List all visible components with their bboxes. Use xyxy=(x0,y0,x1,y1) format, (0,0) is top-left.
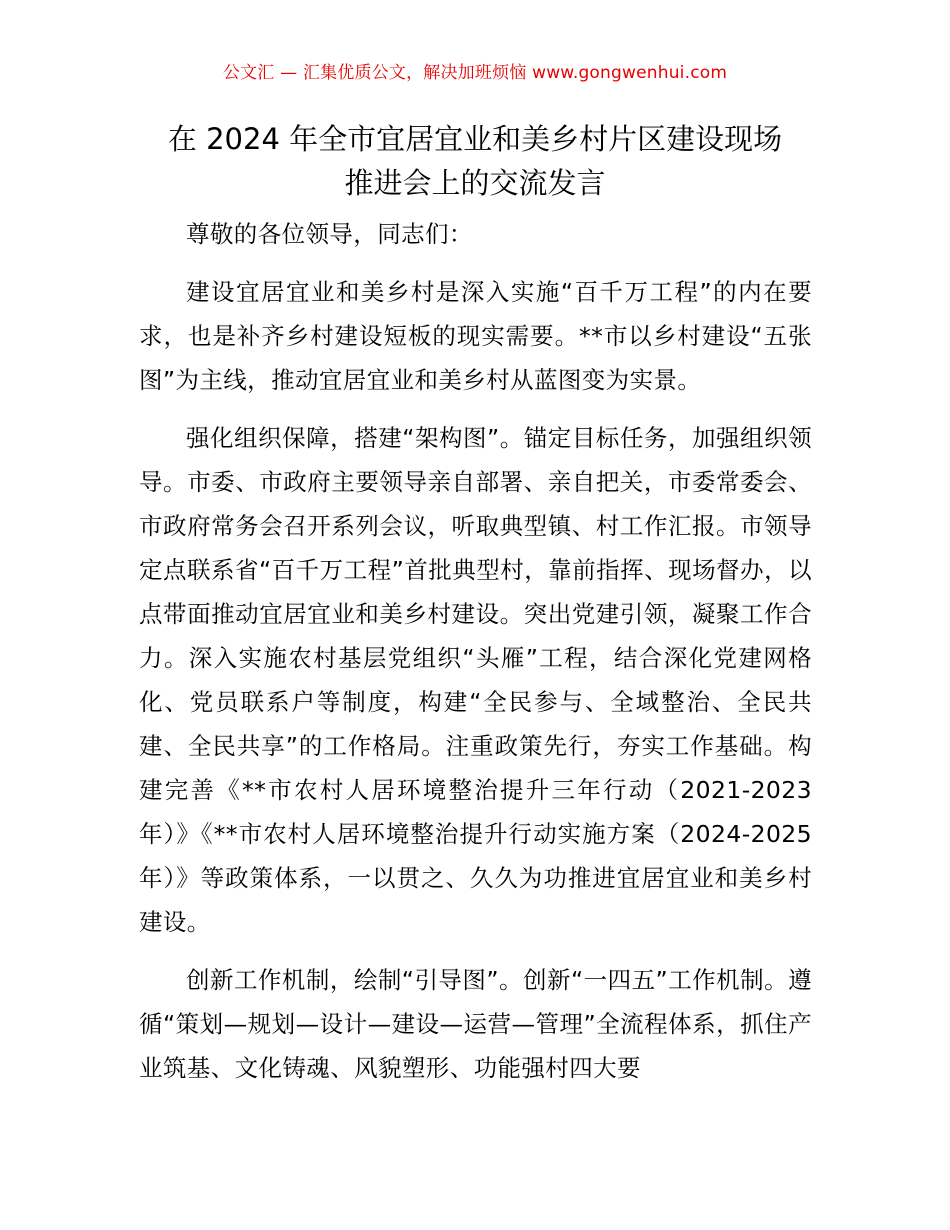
paragraph-organization: 强化组织保障，搭建“架构图”。锚定目标任务，加强组织领导。市委、市政府主要领导亲自部署、亲自把关，市委常委会、市政府常务会召开系列会议，听取典型镇、村工作汇报。市领导定点联系省“百千万工程”首批典型村，靠前指挥、现场督办，以点带面推动宜居宜业和美乡村建设。突出党建引领，凝聚工作合力。深入实施农村基层党组织“头雁”工程，结合深化党建网格化、党员联系户等制度，构建“全民参与、全域整治、全民共建、全民共享”的工作格局。注重政策先行，夯实工作基础。构建完善《**市农村人居环境整治提升三年行动（2021-2023 年）》《**市农村人居环境整治提升行动实施方案（2024-2025 年）》等政策体系，一以贯之、久久为功推进宜居宜业和美乡村建设。 xyxy=(139,424,812,936)
document-title xyxy=(95,117,855,205)
paragraph-intro: 建设宜居宜业和美乡村是深入实施“百千万工程”的内在要求，也是补齐乡村建设短板的现实需要。**市以乡村建设“五张图”为主线，推动宜居宜业和美乡村从蓝图变为实景。 xyxy=(139,278,812,394)
paragraph-mechanism: 创新工作机制，绘制“引导图”。创新“一四五”工作机制。遵循“策划—规划—设计—建设—运营—管理”全流程体系，抓住产业筑基、文化铸魂、风貌塑形、功能强村四大要 xyxy=(139,966,812,1082)
watermark-header: 公文汇 — 汇集优质公文，解决加班烦恼 www.gongwenhui.com xyxy=(222,63,728,83)
title-line-1: 在 2024 年全市宜居宜业和美乡村片区建设现场 xyxy=(167,122,783,156)
title-line-2: 推进会上的交流发言 xyxy=(344,166,606,200)
salutation: 尊敬的各位领导，同志们： xyxy=(186,220,473,248)
document-body xyxy=(139,212,812,1104)
